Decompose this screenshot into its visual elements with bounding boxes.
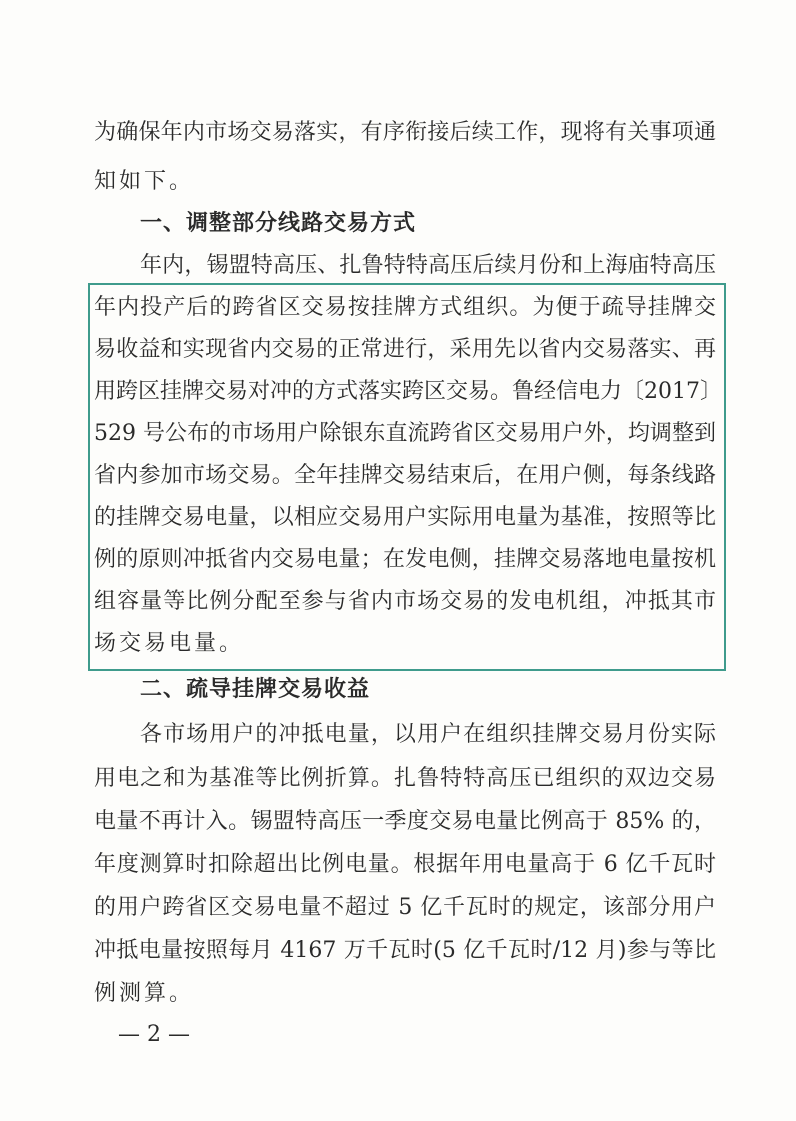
- text-line: 电量不再计入。锡盟特高压一季度交易电量比例高于 85% 的，: [94, 809, 716, 834]
- text-line: 组容量等比例分配至参与省内市场交易的发电机组，冲抵其市: [94, 589, 716, 614]
- intro-line: 知如下。: [94, 169, 195, 194]
- text-line: 年内，锡盟特高压、扎鲁特特高压后续月份和上海庙特高压: [140, 253, 716, 278]
- text-line: 年度测算时扣除超出比例电量。根据年用电量高于 6 亿千瓦时: [94, 852, 716, 877]
- text-line: 的用户跨省区交易电量不超过 5 亿千瓦时的规定，该部分用户: [94, 895, 716, 920]
- text-line: 用跨区挂牌交易对冲的方式落实跨区交易。鲁经信电力〔2017〕: [94, 379, 722, 404]
- text-line: 各市场用户的冲抵电量，以用户在组织挂牌交易月份实际: [140, 722, 716, 747]
- text-line: 年内投产后的跨省区交易按挂牌方式组织。为便于疏导挂牌交: [94, 295, 716, 320]
- text-line: 的挂牌交易电量，以相应交易用户实际用电量为基准，按照等比: [94, 505, 716, 530]
- text-line: 冲抵电量按照每月 4167 万千瓦时(5 亿千瓦时/12 月)参与等比: [94, 938, 716, 963]
- section-heading: 一、调整部分线路交易方式: [140, 211, 417, 236]
- text-line: 例测算。: [94, 981, 195, 1006]
- text-line: 例的原则冲抵省内交易电量；在发电侧，挂牌交易落地电量按机: [94, 547, 716, 572]
- section-heading: 二、疏导挂牌交易收益: [140, 677, 371, 702]
- text-line: 529 号公布的市场用户除银东直流跨省区交易用户外，均调整到: [94, 421, 716, 446]
- text-line: 易收益和实现省内交易的正常进行，采用先以省内交易落实、再: [94, 337, 716, 362]
- page-number: — 2 —: [118, 1022, 190, 1047]
- intro-line: 为确保年内市场交易落实，有序衔接后续工作，现将有关事项通: [94, 120, 716, 145]
- text-line: 省内参加市场交易。全年挂牌交易结束后，在用户侧，每条线路: [94, 463, 716, 488]
- text-line: 场交易电量。: [94, 631, 245, 656]
- text-line: 用电之和为基准等比例折算。扎鲁特特高压已组织的双边交易: [94, 766, 716, 791]
